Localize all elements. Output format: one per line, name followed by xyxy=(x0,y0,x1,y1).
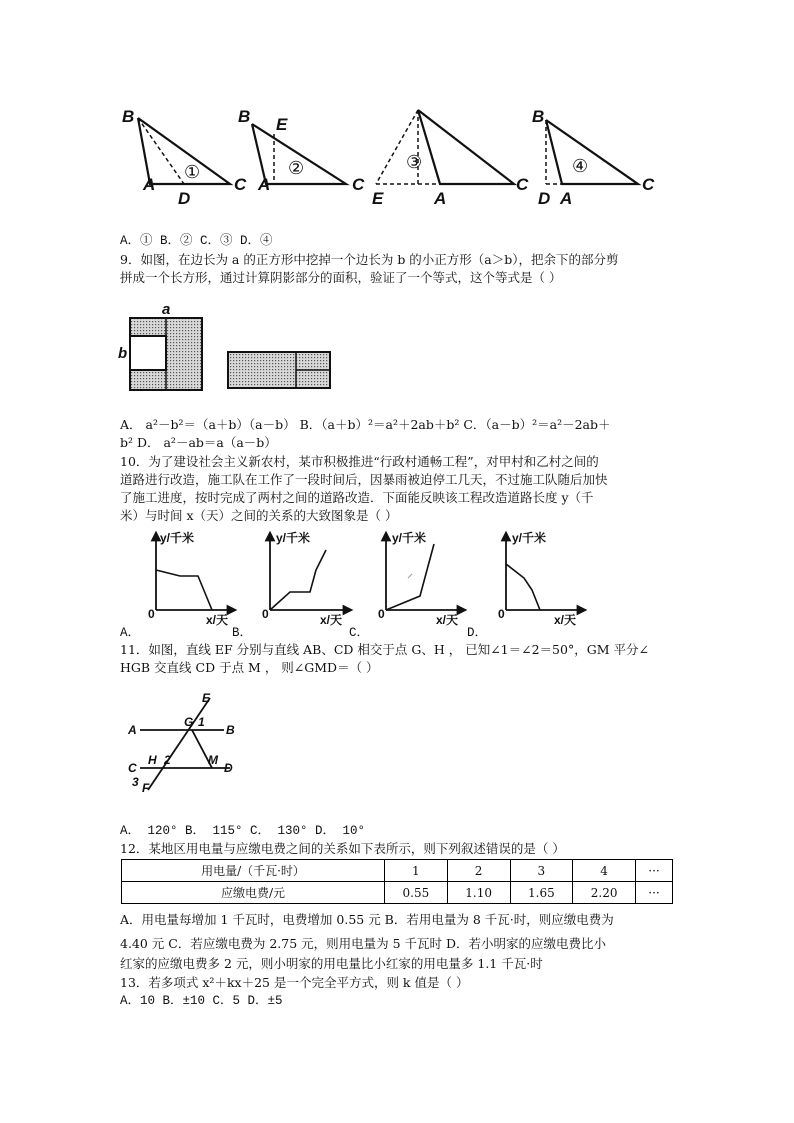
angle-3-label: 3 xyxy=(132,775,139,789)
q10-graph-d xyxy=(498,530,582,627)
x-axis-label: x/天 xyxy=(554,613,577,627)
q8-figure-4 xyxy=(532,107,655,208)
label-B: B xyxy=(238,107,251,126)
q9-figures xyxy=(116,300,346,400)
x-axis-label: x/天 xyxy=(206,613,229,627)
q9-options-line1: A． a²－b²＝（a＋b）（a－b） B．（a＋b）²＝a²＋2ab＋b² C．（a－b）²＝a²－2ab＋ xyxy=(120,417,611,432)
table-cell: 0.55 xyxy=(385,882,448,904)
label-A: A xyxy=(128,723,137,737)
q10-stem-line3: 了施工进度，按时完成了两村之间的道路改造．下面能反映该工程改造道路长度 y（千 xyxy=(120,490,594,505)
q10-stem-line2: 道路进行改造，施工队在工作了一段时间后，因暴雨被迫停工几天，不过施工队随后加快 xyxy=(120,472,608,487)
label-F: F xyxy=(142,781,150,795)
q10-option-c: C． xyxy=(349,626,370,640)
figure-number: ① xyxy=(184,162,201,182)
q10-graph-b xyxy=(262,530,348,627)
q13-options: A．10 B．±10 C．5 D．±5 xyxy=(120,994,283,1008)
table-header-cell: 用电量/（千瓦·时） xyxy=(122,860,385,882)
label-C: C xyxy=(352,175,365,194)
table-cell: 4 xyxy=(573,860,636,882)
label-C: C xyxy=(128,761,137,775)
label-A: A xyxy=(434,189,447,208)
figure-number: ③ xyxy=(406,152,423,172)
label-H: H xyxy=(148,753,157,767)
label-B: B xyxy=(122,107,135,126)
table-cell: ··· xyxy=(636,882,673,904)
y-axis-label: y/千米 xyxy=(276,531,311,545)
label-G: G xyxy=(184,715,194,729)
q13-stem: 13．若多项式 x²＋kx＋25 是一个完全平方式，则 k 值是（ ） xyxy=(120,975,469,990)
angle-1-label: 1 xyxy=(198,715,205,729)
table-header-cell: 应缴电费/元 xyxy=(122,882,385,904)
origin-label: 0 xyxy=(148,607,155,621)
q11-stem-line2: HGB 交直线 CD 于点 M ， 则∠GMD＝（ ） xyxy=(120,660,379,675)
q10-stem-line4: 米）与时间 x（天）之间的关系的大致图象是（ ） xyxy=(120,508,398,523)
y-axis-label: y/千米 xyxy=(160,531,195,545)
y-axis-label: y/千米 xyxy=(392,531,427,545)
electricity-table xyxy=(121,859,673,904)
label-M: M xyxy=(208,753,218,767)
q12-options-line1: A．用电量每增加 1 千瓦时，电费增加 0.55 元 B．若用电量为 8 千瓦·时，则应缴电费为 xyxy=(120,912,614,927)
label-B: B xyxy=(532,107,545,126)
q10-option-b: B． xyxy=(232,626,253,640)
q8-figures xyxy=(110,100,670,210)
label-B: B xyxy=(226,723,235,737)
label-A: A xyxy=(560,189,573,208)
q10-stem-line1: 10．为了建设社会主义新农村，某市积极推进“行政村通畅工程”，对甲村和乙村之间的 xyxy=(120,454,599,469)
q11-options: A． 120° B． 115° C． 130° D． 10° xyxy=(120,824,366,838)
q10-option-d: D． xyxy=(467,626,488,640)
q8-figure-2 xyxy=(238,107,365,194)
label-E: E xyxy=(276,115,288,134)
figure-number: ② xyxy=(288,158,305,178)
q10-graph-a xyxy=(148,530,232,627)
y-axis-label: y/千米 xyxy=(512,531,547,545)
q9-stem-line2: 拼成一个长方形，通过计算阴影部分的面积，验证了一个等式，这个等式是（ ） xyxy=(120,270,562,285)
label-C: C xyxy=(516,175,529,194)
table-cell: 3 xyxy=(510,860,573,882)
label-a: a xyxy=(162,301,171,318)
figure-number: ④ xyxy=(572,156,589,176)
label-D: D xyxy=(538,189,551,208)
q8-figure-3 xyxy=(372,110,529,208)
table-cell: 2 xyxy=(447,860,510,882)
q8-options: A．① B．② C．③ D．④ xyxy=(120,234,273,248)
label-b: b xyxy=(118,345,128,362)
table-row xyxy=(122,860,673,882)
q8-figure-1 xyxy=(122,107,247,208)
q9-options-line2: b² D． a²－ab＝a（a－b） xyxy=(120,435,277,450)
label-C: C xyxy=(234,175,247,194)
x-axis-label: x/天 xyxy=(436,613,459,627)
q10-option-a: A． xyxy=(120,626,141,640)
label-E: E xyxy=(202,691,211,705)
q12-options-line3: 红家的应缴电费多 2 元，则小明家的用电量比小红家的用电量多 1.1 千瓦·时 xyxy=(120,956,543,971)
label-A: A xyxy=(143,175,156,194)
origin-label: 0 xyxy=(378,607,385,621)
origin-label: 0 xyxy=(498,607,505,621)
table-row xyxy=(122,882,673,904)
table-cell: 1 xyxy=(385,860,448,882)
q11-figure xyxy=(122,688,242,796)
q10-graphs xyxy=(140,528,600,628)
q9-stem-line1: 9．如图，在边长为 a 的正方形中挖掉一个边长为 b 的小正方形（a＞b），把余下的部分剪 xyxy=(120,252,619,267)
label-E: E xyxy=(372,189,384,208)
q12-options-line2: 4.40 元 C．若应缴电费为 2.75 元，则用电量为 5 千瓦时 D．若小明家的应缴电费比小 xyxy=(120,936,607,951)
label-C: C xyxy=(642,175,655,194)
q10-graph-c xyxy=(378,530,462,627)
angle-2-label: 2 xyxy=(164,753,171,767)
q11-stem-line1: 11．如图，直线 EF 分别与直线 AB、CD 相交于点 G、H ， 已知∠1＝∠2＝50°，GM 平分∠ xyxy=(120,642,649,657)
x-axis-label: x/天 xyxy=(320,613,343,627)
q12-stem: 12．某地区用电量与应缴电费之间的关系如下表所示，则下列叙述错误的是（ ） xyxy=(120,841,565,856)
label-A: A xyxy=(258,175,271,194)
table-cell: 2.20 xyxy=(573,882,636,904)
table-cell: 1.10 xyxy=(447,882,510,904)
table-cell: 1.65 xyxy=(510,882,573,904)
label-D: D xyxy=(178,189,191,208)
table-cell: ··· xyxy=(636,860,673,882)
label-D: D xyxy=(224,761,233,775)
origin-label: 0 xyxy=(262,607,269,621)
